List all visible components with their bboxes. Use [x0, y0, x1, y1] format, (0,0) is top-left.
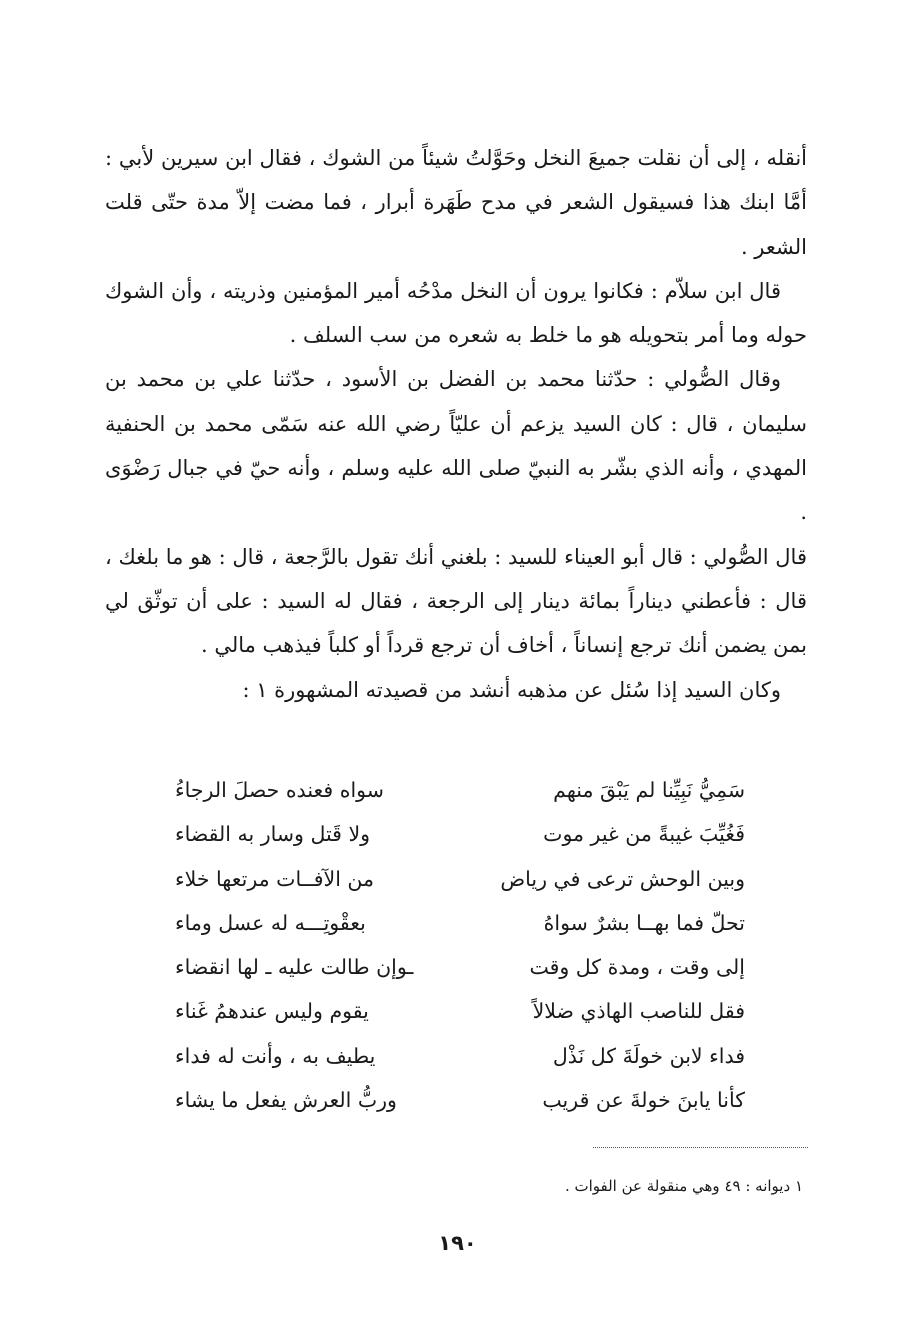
verse-first-hemistich: كأنا يابنَ خولةَ عن قريب — [542, 1088, 745, 1113]
poem-verse — [175, 768, 745, 812]
verse-second-hemistich: وربُّ العرش يفعل ما يشاء — [175, 1088, 397, 1113]
verse-first-hemistich: تحلّ فما بهــا بشرٌ سواهُ — [543, 910, 745, 935]
verse-second-hemistich: يقوم وليس عندهمُ غَناء — [175, 999, 369, 1024]
poem-introduction: وكان السيد إذا سُئل عن مذهبه أنشد من قصيدته المشهورة ١ : — [242, 677, 781, 702]
page-number: ١٩٠ — [438, 1231, 477, 1255]
verse-second-hemistich: سواه فعنده حصلَ الرجاءُ — [175, 778, 384, 802]
verse-second-hemistich: بعقْوتِـــه له عسل وماء — [175, 910, 366, 935]
verse-second-hemistich: يطيف به ، وأنت له فداء — [175, 1043, 376, 1068]
verse-first-hemistich: فقل للناصب الهاذي ضلالاً — [532, 999, 745, 1024]
verse-first-hemistich: سَمِيُّ نَبِيِّنا لم يَبْقَ منهم — [553, 778, 745, 802]
paragraph-1: أنقله ، إلى أن نقلت جميعَ النخل وحَوَّلتُ شيئاً من الشوك ، فقال ابن سيرين لأبي : أمَّا ابنك هذا فسيقول الشعر في مدح طَهَرة أبرار ، فما مضت إلاّ مدة حتّى قلت الشعر . — [105, 146, 807, 259]
verse-first-hemistich: فَغُيِّبَ غيبةً من غير موت — [543, 822, 745, 847]
poem-verse — [175, 1034, 745, 1078]
poem-verse — [175, 901, 745, 945]
prose-body — [105, 136, 807, 712]
footnote: ١ ديوانه : ٤٩ وهي منقولة عن الفوات . — [564, 1177, 803, 1195]
poem-verse — [175, 989, 745, 1033]
verse-second-hemistich: ولا قَتل وسار به القضاء — [175, 822, 371, 847]
verse-first-hemistich: وبين الوحش ترعى في رياض — [500, 866, 745, 891]
verse-first-hemistich: فداء لابن خولَةَ كل نَذْل — [552, 1043, 745, 1068]
poem-verse — [175, 857, 745, 901]
verse-second-hemistich: ـوإن طالت عليه ـ لها انقضاء — [175, 955, 414, 980]
footnote-separator — [593, 1147, 808, 1148]
poem — [175, 768, 745, 1122]
verse-first-hemistich: إلى وقت ، ومدة كل وقت — [529, 955, 745, 980]
poem-verse — [175, 945, 745, 989]
poem-verse — [175, 1078, 745, 1122]
paragraph-4: قال الصُّولي : قال أبو العيناء للسيد : بلغني أنك تقول بالرَّجعة ، قال : هو ما بلغك ، قال : فأعطني ديناراً بمائة دينار إلى الرجعة ، فقال له السيد : على أن توثّق لي بمن يضمن أنك ترجع إنساناً ، أخاف أن ترجع قرداً أو كلباً فيذهب مالي . — [104, 544, 807, 658]
verse-second-hemistich: من الآفــات مرتعها خلاء — [175, 866, 375, 891]
paragraph-2: قال ابن سلاّم : فكانوا يرون أن النخل مدْحُه أمير المؤمنين وذريته ، وأن الشوك حوله وما أمر بتحويله هو ما خلط به شعره من سب السلف . — [105, 278, 807, 348]
poem-verse — [175, 812, 745, 856]
paragraph-3: وقال الصُّولي : حدّثنا محمد بن الفضل بن الأسود ، حدّثنا علي بن محمد بن سليمان ، قال : كان السيد يزعم أن عليّاً رضي الله عنه سَمّى محمد بن الحنفية المهدي ، وأنه الذي بشّر به النبيّ صلى الله عليه وسلم ، وأنه حيّ في جبال رَضْوَى . — [105, 367, 807, 525]
